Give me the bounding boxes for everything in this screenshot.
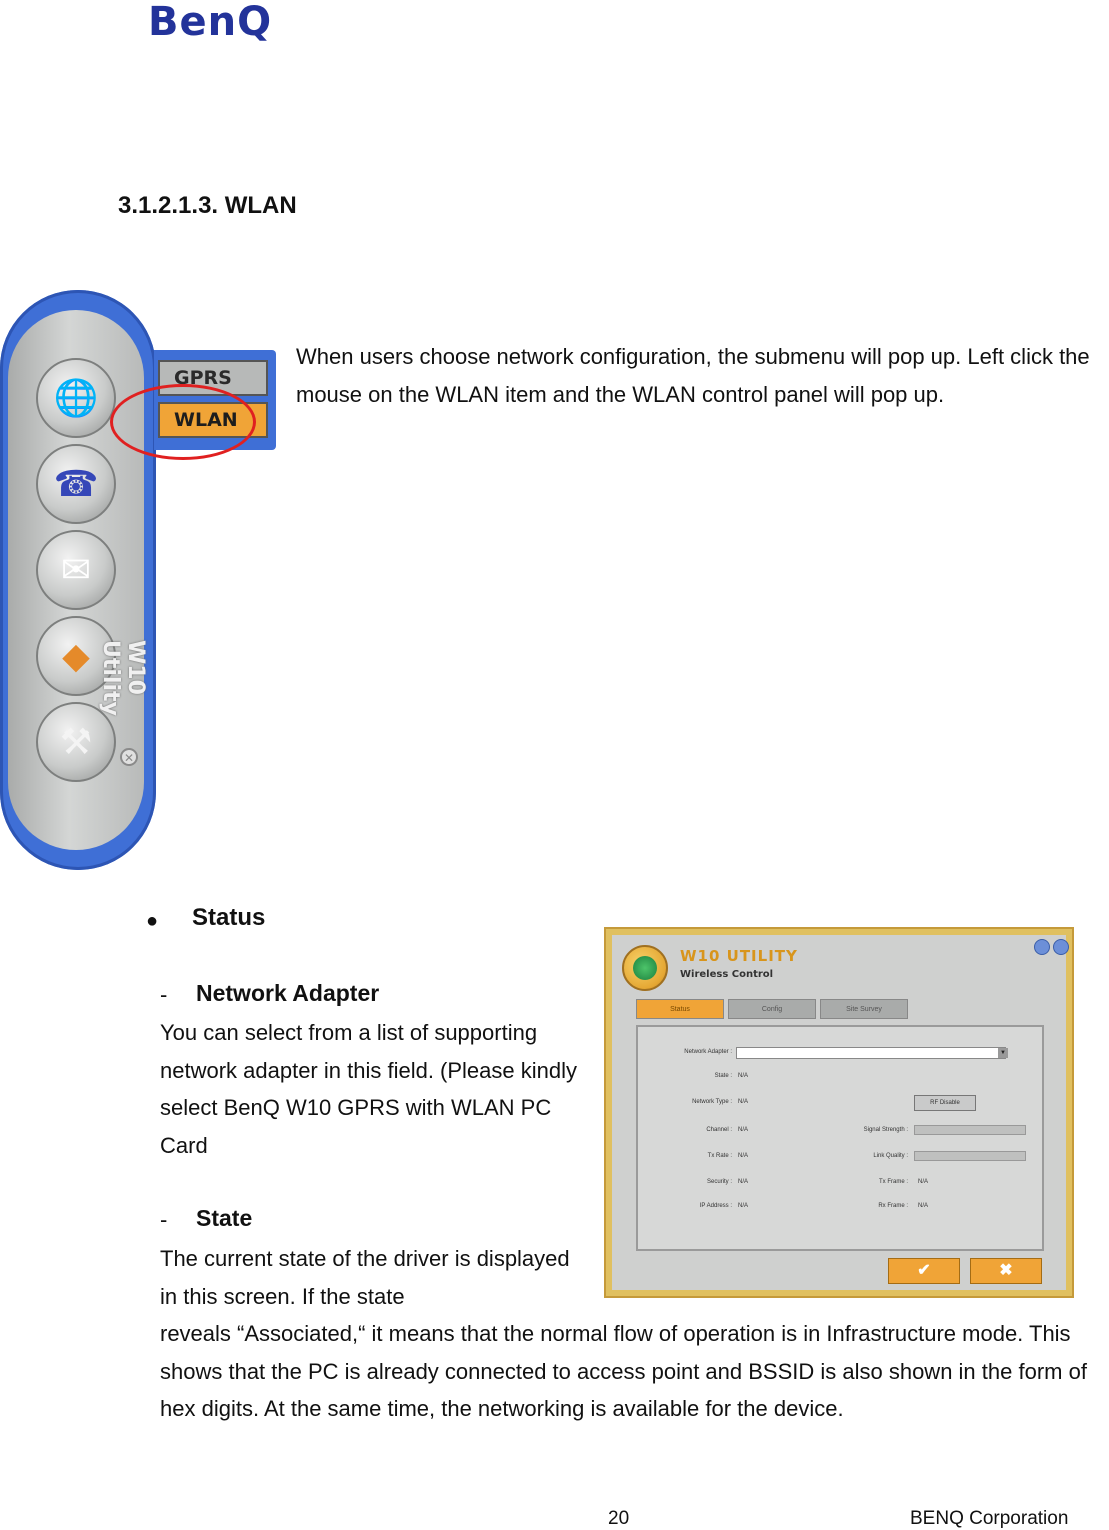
ip-address-value: N/A [738,1203,749,1209]
submenu-item-gprs[interactable]: GPRS [158,360,268,396]
tab-config[interactable]: Config [728,999,816,1019]
window-body [612,935,1066,1290]
tx-rate-value: N/A [738,1153,749,1159]
tab-site-survey[interactable]: Site Survey [820,999,908,1019]
tab-status[interactable]: Status [636,999,724,1019]
tx-frame-value: N/A [918,1179,929,1185]
footer-company: BENQ Corporation [910,1508,1069,1529]
wrench-icon: ⚒ [59,721,93,762]
globe-icon: 🌐 [53,377,99,418]
page-number: 20 [608,1508,630,1529]
submenu-item-wlan[interactable]: WLAN [158,402,268,438]
network-adapter-text: You can select from a list of supporting network adapter in this field. (Please kindly select BenQ W10 GPRS with WLAN PC Card [160,1020,577,1158]
tx-rate-label: Tx Rate : [707,1153,732,1159]
envelope-icon: ✉ [60,549,92,590]
message-button[interactable] [36,530,116,610]
network-adapter-select[interactable] [736,1047,1006,1059]
utility-logo [622,945,668,991]
channel-label: Channel : [706,1127,732,1133]
state-label: State : [714,1073,732,1079]
security-label: Security : [706,1179,732,1185]
phone-icon: ☎ [53,463,99,504]
link-quality-bar [914,1151,1026,1161]
rx-frame-value: N/A [918,1203,929,1209]
bullet-icon: ● [146,910,159,932]
link-quality-label: Link Quality : [873,1153,908,1159]
w10-utility-toolbar [0,290,156,870]
benq-logo: BenQ [148,0,273,45]
network-config-button[interactable] [36,358,116,438]
highlight-ring [110,384,256,460]
window-title: W10 UTILITY [680,947,798,965]
dash-marker: - [160,1207,168,1232]
status-panel [636,1025,1044,1251]
dash-marker: - [160,982,168,1007]
window-controls [1034,939,1069,955]
signal-strength-label: Signal Strength : [863,1127,908,1133]
intro-paragraph: When users choose network configuration, the submenu will pop up. Left click the mouse on the WLAN item and the WLAN control panel will pop up. [296,344,1090,407]
channel-value: N/A [738,1127,749,1133]
signal-strength-bar [914,1125,1026,1135]
network-adapter-title: Network Adapter [196,980,380,1006]
wireless-control-window [604,927,1074,1298]
minimize-icon[interactable] [1034,939,1050,955]
ok-button[interactable]: ✔ [888,1258,960,1284]
close-icon[interactable]: ✕ [120,748,138,766]
cancel-button[interactable]: ✖ [970,1258,1042,1284]
network-type-label: Network Type : [692,1099,732,1105]
network-adapter-label: Network Adapter : [684,1049,732,1055]
close-icon[interactable] [1053,939,1069,955]
book-icon: ◆ [62,635,90,676]
state-title: State [196,1205,253,1231]
tx-frame-label: Tx Frame : [878,1179,908,1185]
section-heading: 3.1.2.1.3. WLAN [118,192,297,219]
window-subtitle: Wireless Control [680,969,774,980]
chevron-down-icon[interactable]: ▼ [998,1048,1008,1058]
phone-button[interactable] [36,444,116,524]
state-text-part1: The current state of the driver is displayed in this screen. If the state [160,1246,570,1309]
rf-disable-button[interactable]: RF Disable [914,1095,976,1111]
network-type-value: N/A [738,1099,749,1105]
state-value: N/A [738,1073,749,1079]
ip-address-label: IP Address : [699,1203,732,1209]
toolbar-title: W10 Utility [98,640,148,716]
rx-frame-label: Rx Frame : [878,1203,908,1209]
state-text-part2: reveals “Associated,“ it means that the normal flow of operation is in Infrastructure mode. This shows that the PC is already connected to access point and BSSID is also shown in the form of hex digits. At the same time, the networking is available for the device. [160,1321,1087,1421]
security-value: N/A [738,1179,749,1185]
globe-icon [633,956,657,980]
status-title: Status [192,904,266,931]
